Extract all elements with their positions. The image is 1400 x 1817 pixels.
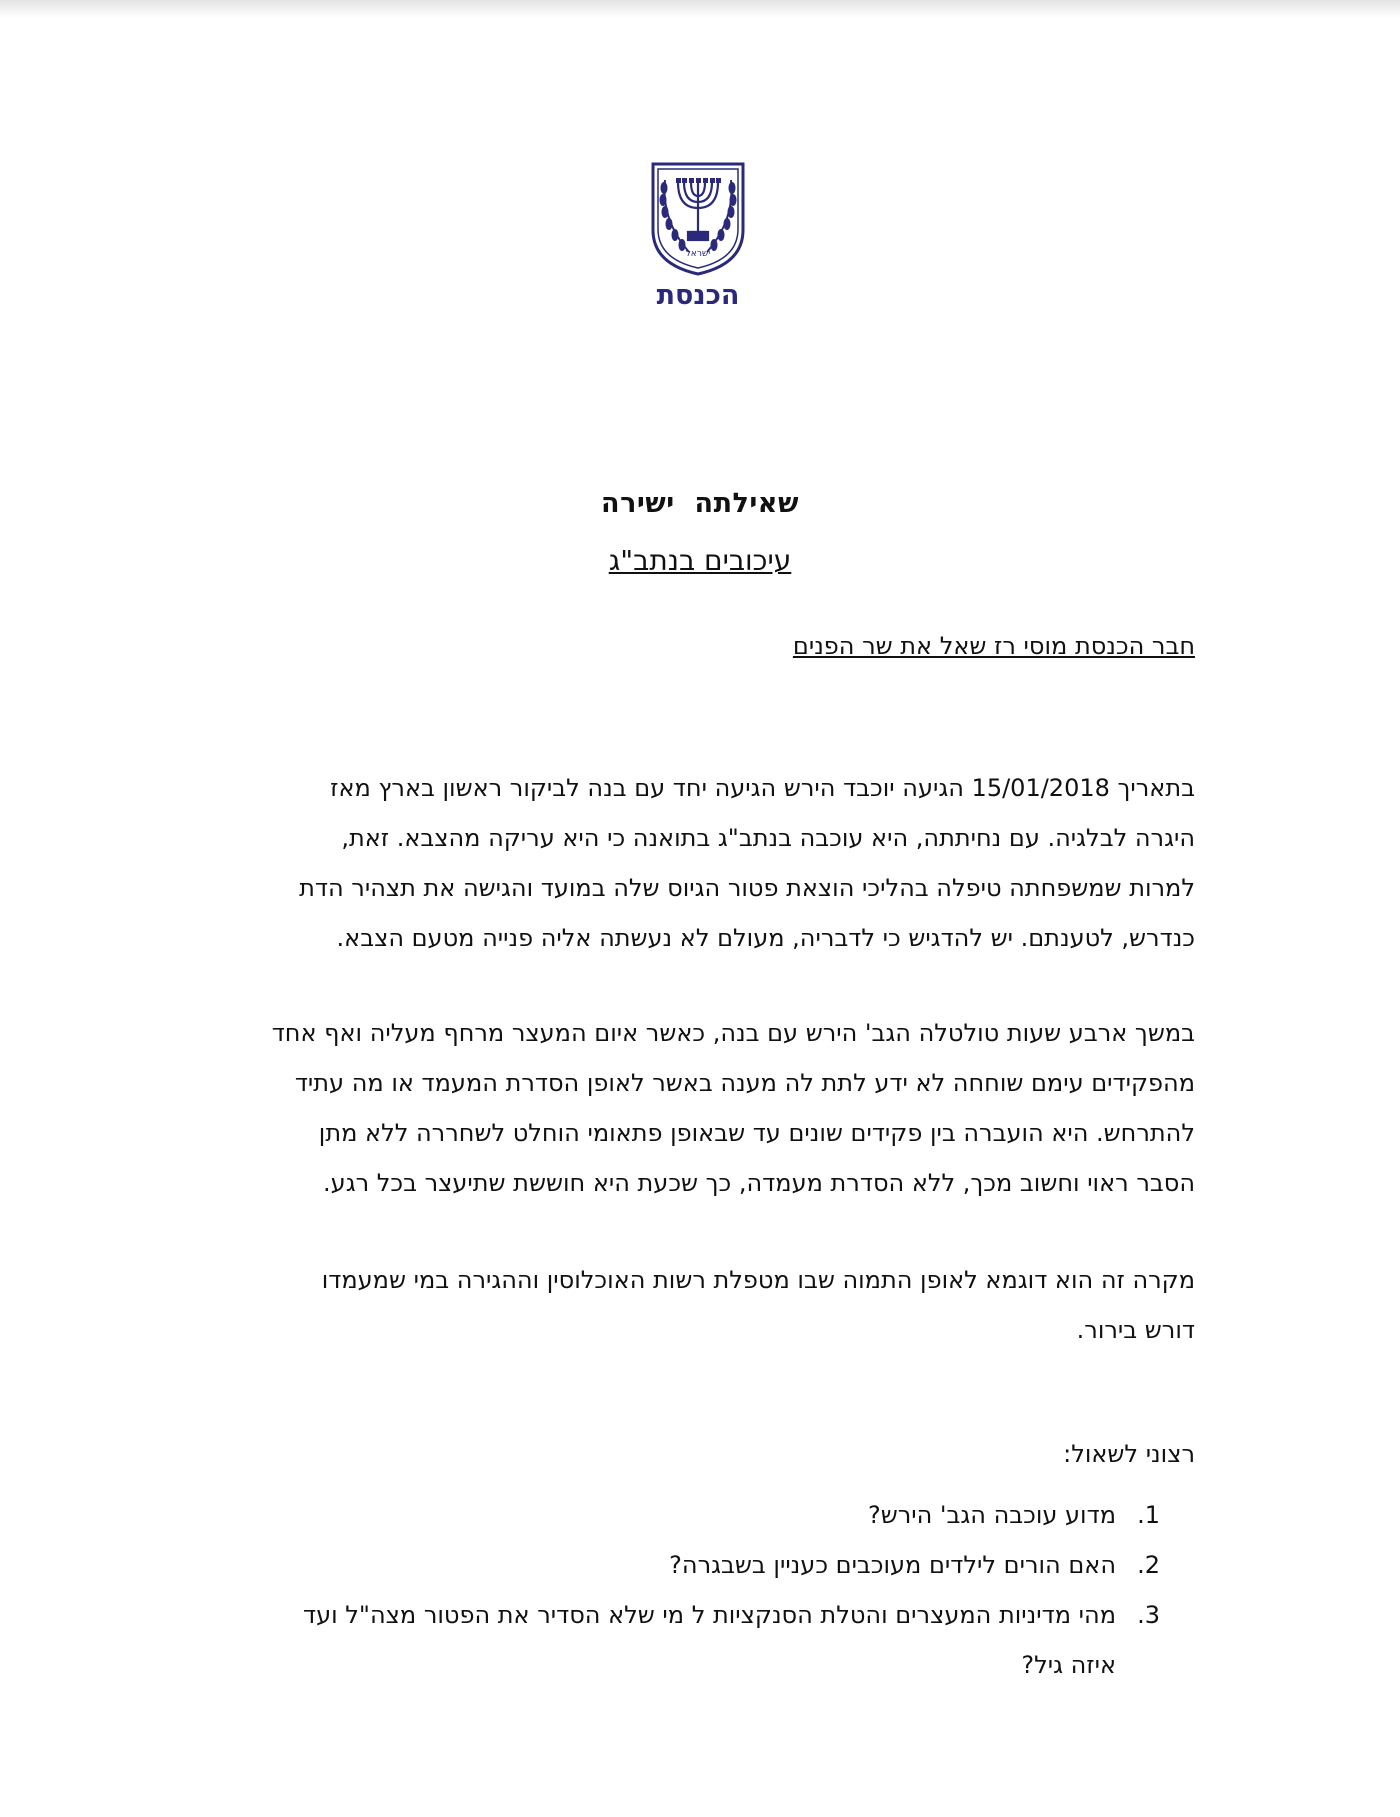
- paragraph-2: [195, 1008, 1195, 1208]
- asker-line: חבר הכנסת מוסי רז שאל את שר הפנים: [792, 632, 1195, 660]
- paragraph-line: מהפקידים עימם שוחחה לא ידע לתת לה מענה באשר לאופן הסדרת המעמד או מה עתיד: [294, 1069, 1195, 1097]
- viewer-top-shadow: [0, 0, 1400, 18]
- paragraph-line: במשך ארבע שעות טולטלה הגב' הירש עם בנה, כאשר איום המעצר מרחף מעליה ואף אחד: [271, 1019, 1195, 1047]
- paragraph-1: [195, 763, 1195, 963]
- question-text: מהי מדיניות המעצרים והטלת הסנקציות ל מי שלא הסדיר את הפטור מצה"ל ועד: [303, 1601, 1116, 1629]
- question-number: 3.: [1137, 1601, 1160, 1629]
- question-number: 1.: [1137, 1501, 1160, 1529]
- questions-list: [160, 1490, 1160, 1690]
- document-title: שאילתה ישירה: [601, 488, 799, 519]
- questions-intro: רצוני לשאול:: [1063, 1440, 1195, 1468]
- paragraph-line: למרות שמשפחתה טיפלה בהליכי הוצאת פטור הגיוס שלה במועד והגישה את תצהיר הדת: [299, 874, 1195, 902]
- emblem-text: ישראל: [685, 249, 711, 259]
- paragraph-line: בתאריך 15/01/2018 הגיעה יוכבד הירש הגיעה יחד עם בנה לביקור ראשון בארץ מאז: [330, 774, 1195, 802]
- paragraph-3: [195, 1255, 1195, 1355]
- question-item: [160, 1590, 1160, 1690]
- paragraph-line: כנדרש, לטענתם. יש להדגיש כי לדבריה, מעולם לא נעשתה אליה פנייה מטעם הצבא.: [336, 924, 1195, 952]
- paragraph-line: דורש בירור.: [1076, 1316, 1195, 1344]
- paragraph-line: היגרה לבלגיה. עם נחיתתה, היא עוכבה בנתב"ג בתואנה כי היא עריקה מהצבא. זאת,: [341, 824, 1195, 852]
- knesset-label: הכנסת: [656, 280, 740, 311]
- paragraph-line: להתרחש. היא הועברה בין פקידים שונים עד שבאופן פתאומי הוחלט לשחררה ללא מתן: [318, 1119, 1195, 1147]
- question-item: [160, 1490, 1160, 1540]
- knesset-emblem-menorah-icon: [649, 160, 747, 278]
- question-number: 2.: [1137, 1551, 1160, 1579]
- question-item: [160, 1540, 1160, 1590]
- question-text: האם הורים לילדים מעוכבים כעניין בשבגרה?: [669, 1551, 1116, 1579]
- question-text-continued: איזה גיל?: [1021, 1651, 1116, 1679]
- document-subtitle: עיכובים בנתב"ג: [608, 544, 792, 577]
- paragraph-line: הסבר ראוי וחשוב מכך, ללא הסדרת מעמדה, כך שכעת היא חוששת שתיעצר בכל רגע.: [323, 1169, 1195, 1197]
- question-text: מדוע עוכבה הגב' הירש?: [867, 1501, 1116, 1529]
- paragraph-line: מקרה זה הוא דוגמא לאופן התמוה שבו מטפלת רשות האוכלוסין וההגירה במי שמעמדו: [321, 1266, 1195, 1294]
